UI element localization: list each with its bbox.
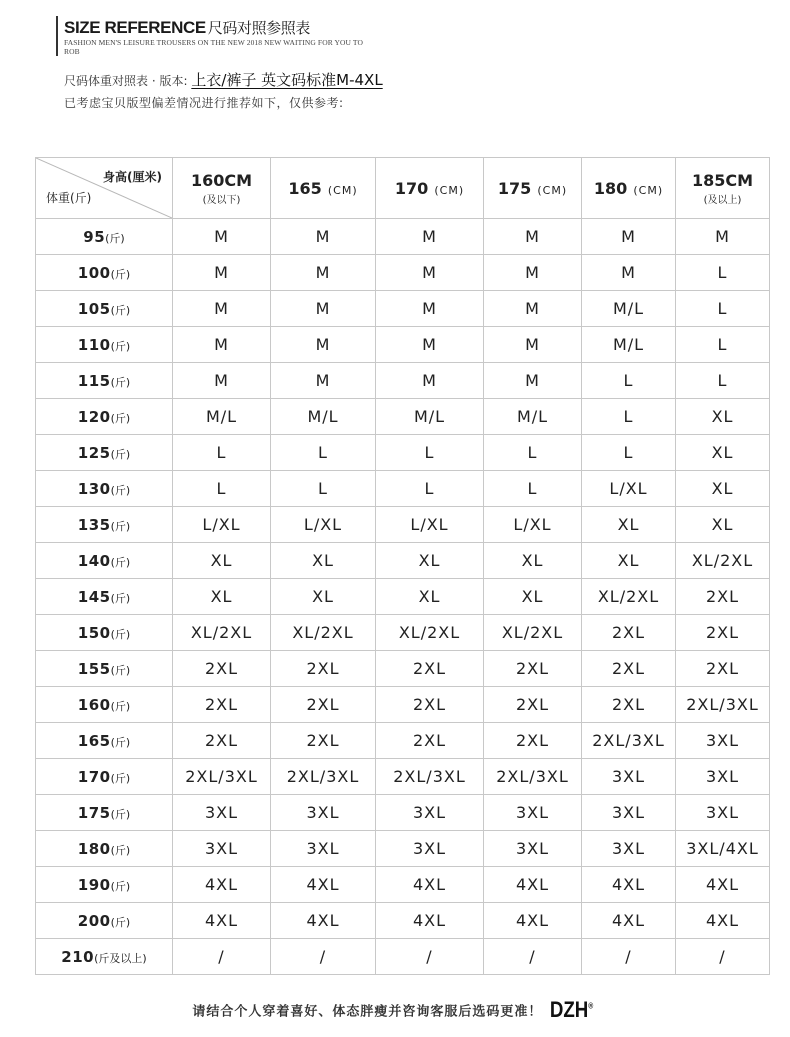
table-row bbox=[36, 327, 770, 363]
table-row bbox=[36, 795, 770, 831]
size-cell: 3XL bbox=[676, 723, 770, 759]
weight-value: 145 bbox=[77, 588, 111, 606]
height-value: 185CM bbox=[691, 170, 754, 190]
weight-unit: (斤) bbox=[110, 700, 131, 713]
weight-value: 105 bbox=[77, 300, 111, 318]
size-cell: XL bbox=[271, 579, 376, 615]
weight-value: 130 bbox=[77, 480, 111, 498]
size-cell: M bbox=[271, 363, 376, 399]
size-cell: / bbox=[173, 939, 271, 975]
size-cell: M/L bbox=[173, 399, 271, 435]
size-cell: L/XL bbox=[484, 507, 582, 543]
weight-cell bbox=[36, 255, 173, 291]
weight-cell bbox=[36, 579, 173, 615]
size-cell: M/L bbox=[582, 327, 676, 363]
size-cell: M bbox=[173, 219, 271, 255]
size-cell: 2XL bbox=[676, 651, 770, 687]
size-cell: M bbox=[173, 327, 271, 363]
weight-unit: (斤) bbox=[110, 268, 131, 281]
recommendation-note: 已考虑宝贝版型偏差情况进行推荐如下，仅供参考: bbox=[64, 96, 344, 110]
height-column-header bbox=[582, 158, 676, 219]
height-unit: (CM) bbox=[537, 183, 568, 197]
size-cell: 3XL bbox=[484, 795, 582, 831]
weight-unit: (斤) bbox=[110, 664, 131, 677]
weight-value: 170 bbox=[77, 768, 111, 786]
size-cell: 3XL bbox=[271, 795, 376, 831]
weight-cell bbox=[36, 543, 173, 579]
size-cell: L/XL bbox=[582, 471, 676, 507]
size-cell: XL bbox=[676, 471, 770, 507]
weight-value: 190 bbox=[77, 876, 111, 894]
size-cell: 3XL bbox=[582, 795, 676, 831]
size-cell: XL bbox=[676, 507, 770, 543]
size-cell: 2XL bbox=[376, 651, 484, 687]
size-cell: M bbox=[271, 327, 376, 363]
title-accent-bar bbox=[56, 16, 58, 56]
size-cell: M bbox=[271, 255, 376, 291]
weight-cell bbox=[36, 831, 173, 867]
size-cell: 2XL bbox=[484, 651, 582, 687]
size-cell: L bbox=[676, 363, 770, 399]
size-cell: 2XL/3XL bbox=[582, 723, 676, 759]
weight-value: 125 bbox=[77, 444, 111, 462]
height-unit: (CM) bbox=[434, 183, 465, 197]
size-cell: L/XL bbox=[376, 507, 484, 543]
size-cell: M/L bbox=[271, 399, 376, 435]
size-cell: 2XL bbox=[582, 651, 676, 687]
table-row bbox=[36, 471, 770, 507]
weight-value: 110 bbox=[77, 336, 111, 354]
weight-cell bbox=[36, 759, 173, 795]
size-cell: 2XL/3XL bbox=[376, 759, 484, 795]
height-value: 175 bbox=[497, 178, 532, 198]
size-cell: 2XL bbox=[484, 723, 582, 759]
size-cell: XL/2XL bbox=[376, 615, 484, 651]
size-cell: M bbox=[676, 219, 770, 255]
size-cell: M bbox=[376, 363, 484, 399]
weight-cell bbox=[36, 507, 173, 543]
weight-unit: (斤) bbox=[110, 448, 131, 461]
height-qualifier: (及以下) bbox=[202, 194, 241, 206]
size-cell: 3XL bbox=[484, 831, 582, 867]
size-cell: M bbox=[484, 327, 582, 363]
size-cell: 3XL bbox=[173, 831, 271, 867]
size-cell: L bbox=[582, 399, 676, 435]
size-cell: M bbox=[484, 219, 582, 255]
size-cell: 2XL/3XL bbox=[173, 759, 271, 795]
corner-cell bbox=[36, 158, 173, 219]
size-cell: M bbox=[484, 291, 582, 327]
size-cell: 2XL/3XL bbox=[484, 759, 582, 795]
footer-text: 请结合个人穿着喜好、体态胖瘦并咨询客服后选码更准！ bbox=[192, 1004, 543, 1020]
size-cell: L bbox=[676, 255, 770, 291]
table-row bbox=[36, 615, 770, 651]
height-value: 170 bbox=[394, 178, 429, 198]
weight-unit: (斤) bbox=[110, 808, 131, 821]
size-cell: 4XL bbox=[376, 903, 484, 939]
size-cell: 2XL bbox=[173, 651, 271, 687]
size-cell: M bbox=[271, 291, 376, 327]
height-value: 160CM bbox=[190, 170, 253, 190]
size-cell: L bbox=[173, 471, 271, 507]
size-cell: 3XL/4XL bbox=[676, 831, 770, 867]
weight-cell bbox=[36, 867, 173, 903]
size-cell: XL bbox=[376, 579, 484, 615]
table-row bbox=[36, 579, 770, 615]
weight-unit: (斤) bbox=[110, 412, 131, 425]
weight-cell bbox=[36, 615, 173, 651]
size-cell: 2XL/3XL bbox=[676, 687, 770, 723]
table-row bbox=[36, 831, 770, 867]
size-cell: M bbox=[271, 219, 376, 255]
size-cell: L bbox=[676, 327, 770, 363]
table-row bbox=[36, 543, 770, 579]
size-cell: / bbox=[484, 939, 582, 975]
weight-unit: (斤) bbox=[110, 736, 131, 749]
size-cell: XL bbox=[173, 579, 271, 615]
brand-logo: DZH® bbox=[550, 997, 594, 1022]
size-cell: 3XL bbox=[676, 795, 770, 831]
size-cell: XL bbox=[484, 579, 582, 615]
size-cell: 3XL bbox=[582, 831, 676, 867]
size-cell: 4XL bbox=[376, 867, 484, 903]
page-title: SIZE REFERENCE 尺码对照参照表 bbox=[64, 18, 310, 37]
size-cell: M bbox=[582, 219, 676, 255]
height-column-header bbox=[173, 158, 271, 219]
weight-value: 165 bbox=[77, 732, 111, 750]
weight-unit: (斤) bbox=[110, 520, 131, 533]
table-row bbox=[36, 255, 770, 291]
size-cell: 2XL bbox=[582, 687, 676, 723]
weight-value: 100 bbox=[77, 264, 111, 282]
table-row bbox=[36, 723, 770, 759]
size-cell: 4XL bbox=[676, 867, 770, 903]
size-cell: 2XL bbox=[271, 651, 376, 687]
table-row bbox=[36, 399, 770, 435]
size-cell: 3XL bbox=[376, 831, 484, 867]
size-cell: M bbox=[173, 291, 271, 327]
height-column-header bbox=[484, 158, 582, 219]
weight-unit: (斤) bbox=[110, 916, 131, 929]
size-cell: M bbox=[376, 291, 484, 327]
size-cell: XL/2XL bbox=[582, 579, 676, 615]
size-cell: M bbox=[376, 255, 484, 291]
size-cell: 2XL/3XL bbox=[271, 759, 376, 795]
weight-value: 175 bbox=[77, 804, 111, 822]
weight-value: 160 bbox=[77, 696, 111, 714]
size-cell: L bbox=[271, 471, 376, 507]
size-cell: XL bbox=[676, 435, 770, 471]
weight-cell bbox=[36, 219, 173, 255]
weight-unit: (斤) bbox=[110, 484, 131, 497]
version-line bbox=[64, 69, 413, 90]
size-cell: / bbox=[582, 939, 676, 975]
weight-unit: (斤及以上) bbox=[94, 952, 147, 965]
size-cell: XL/2XL bbox=[484, 615, 582, 651]
size-cell: XL/2XL bbox=[676, 543, 770, 579]
size-cell: / bbox=[271, 939, 376, 975]
height-column-header bbox=[271, 158, 376, 219]
weight-unit: (斤) bbox=[110, 376, 131, 389]
table-row bbox=[36, 219, 770, 255]
weight-unit: (斤) bbox=[110, 880, 131, 893]
size-cell: L bbox=[376, 471, 484, 507]
size-cell: L bbox=[582, 435, 676, 471]
size-cell: / bbox=[676, 939, 770, 975]
size-cell: XL/2XL bbox=[271, 615, 376, 651]
version-value: 上衣/裤子 英文码标准M-4XL bbox=[191, 71, 383, 89]
size-cell: 3XL bbox=[173, 795, 271, 831]
weight-unit: (斤) bbox=[110, 592, 131, 605]
page-title-cn: 尺码对照参照表 bbox=[207, 19, 310, 37]
size-cell: 4XL bbox=[173, 867, 271, 903]
size-cell: XL bbox=[376, 543, 484, 579]
size-cell: L bbox=[484, 435, 582, 471]
size-cell: M/L bbox=[582, 291, 676, 327]
size-cell: M bbox=[376, 327, 484, 363]
size-cell: 2XL bbox=[271, 687, 376, 723]
height-unit: (CM) bbox=[327, 183, 358, 197]
diagonal-line bbox=[36, 158, 172, 218]
table-row bbox=[36, 651, 770, 687]
size-cell: L bbox=[676, 291, 770, 327]
size-cell: L bbox=[173, 435, 271, 471]
weight-unit: (斤) bbox=[105, 232, 125, 245]
weight-cell bbox=[36, 399, 173, 435]
size-cell: 3XL bbox=[271, 831, 376, 867]
size-cell: 2XL bbox=[676, 579, 770, 615]
weight-cell bbox=[36, 903, 173, 939]
height-value: 180 bbox=[593, 178, 628, 198]
table-row bbox=[36, 903, 770, 939]
weight-cell bbox=[36, 687, 173, 723]
height-axis-label: 身高(厘米) bbox=[103, 170, 162, 184]
weight-cell bbox=[36, 651, 173, 687]
size-cell: 2XL bbox=[376, 723, 484, 759]
weight-cell bbox=[36, 939, 173, 975]
size-cell: M/L bbox=[376, 399, 484, 435]
height-qualifier: (及以上) bbox=[703, 194, 742, 206]
weight-cell bbox=[36, 795, 173, 831]
size-cell: L bbox=[271, 435, 376, 471]
size-cell: XL bbox=[271, 543, 376, 579]
weight-unit: (斤) bbox=[110, 556, 131, 569]
size-table bbox=[35, 157, 770, 975]
table-row bbox=[36, 939, 770, 975]
weight-value: 180 bbox=[77, 840, 111, 858]
weight-cell bbox=[36, 327, 173, 363]
weight-value: 155 bbox=[77, 660, 111, 678]
size-cell: M bbox=[173, 255, 271, 291]
weight-unit: (斤) bbox=[110, 772, 131, 785]
table-row bbox=[36, 507, 770, 543]
table-row bbox=[36, 363, 770, 399]
weight-value: 150 bbox=[77, 624, 111, 642]
weight-cell bbox=[36, 435, 173, 471]
size-cell: L bbox=[582, 363, 676, 399]
size-cell: M bbox=[173, 363, 271, 399]
weight-cell bbox=[36, 291, 173, 327]
size-cell: M bbox=[582, 255, 676, 291]
size-cell: 3XL bbox=[376, 795, 484, 831]
weight-axis-label: 体重(斤) bbox=[46, 191, 92, 205]
table-row bbox=[36, 435, 770, 471]
weight-value: 200 bbox=[77, 912, 111, 930]
size-cell: XL bbox=[173, 543, 271, 579]
size-cell: 4XL bbox=[484, 867, 582, 903]
size-cell: 2XL bbox=[173, 723, 271, 759]
size-cell: / bbox=[376, 939, 484, 975]
height-column-header bbox=[676, 158, 770, 219]
size-cell: 4XL bbox=[271, 903, 376, 939]
size-cell: 2XL bbox=[271, 723, 376, 759]
weight-cell bbox=[36, 471, 173, 507]
size-cell: XL bbox=[676, 399, 770, 435]
size-cell: 2XL bbox=[582, 615, 676, 651]
size-cell: 4XL bbox=[484, 903, 582, 939]
size-cell: 2XL bbox=[173, 687, 271, 723]
size-cell: 2XL bbox=[376, 687, 484, 723]
height-value: 165 bbox=[288, 178, 322, 198]
weight-unit: (斤) bbox=[110, 628, 131, 641]
version-label: 尺码体重对照表 · 版本: bbox=[64, 74, 188, 88]
footer bbox=[0, 997, 790, 1023]
weight-unit: (斤) bbox=[110, 340, 131, 353]
weight-value: 120 bbox=[77, 408, 111, 426]
table-row bbox=[36, 687, 770, 723]
size-cell: L bbox=[484, 471, 582, 507]
height-column-header bbox=[376, 158, 484, 219]
size-cell: L/XL bbox=[271, 507, 376, 543]
size-cell: 4XL bbox=[271, 867, 376, 903]
weight-value: 210 bbox=[61, 948, 95, 966]
subtitle: FASHION MEN'S LEISURE TROUSERS ON THE NEW 2018 NEW WAITING FOR YOU TO ROB bbox=[64, 38, 363, 56]
size-cell: 4XL bbox=[676, 903, 770, 939]
size-cell: 3XL bbox=[676, 759, 770, 795]
weight-value: 115 bbox=[77, 372, 111, 390]
size-cell: M bbox=[484, 255, 582, 291]
weight-cell bbox=[36, 363, 173, 399]
size-cell: M bbox=[376, 219, 484, 255]
table-row bbox=[36, 759, 770, 795]
table-row bbox=[36, 291, 770, 327]
weight-value: 95 bbox=[83, 228, 106, 246]
header-row bbox=[36, 158, 770, 219]
size-cell: 2XL bbox=[484, 687, 582, 723]
size-cell: L/XL bbox=[173, 507, 271, 543]
size-cell: 3XL bbox=[582, 759, 676, 795]
size-cell: L bbox=[376, 435, 484, 471]
table-row bbox=[36, 867, 770, 903]
size-cell: 4XL bbox=[582, 903, 676, 939]
weight-unit: (斤) bbox=[110, 304, 131, 317]
size-cell: M/L bbox=[484, 399, 582, 435]
size-cell: XL bbox=[582, 507, 676, 543]
weight-value: 135 bbox=[77, 516, 111, 534]
size-cell: 4XL bbox=[173, 903, 271, 939]
size-cell: 4XL bbox=[582, 867, 676, 903]
weight-cell bbox=[36, 723, 173, 759]
size-cell: M bbox=[484, 363, 582, 399]
height-unit: (CM) bbox=[633, 183, 664, 197]
weight-value: 140 bbox=[77, 552, 111, 570]
size-cell: XL bbox=[484, 543, 582, 579]
size-cell: 2XL bbox=[676, 615, 770, 651]
size-cell: XL/2XL bbox=[173, 615, 271, 651]
weight-unit: (斤) bbox=[110, 844, 131, 857]
size-cell: XL bbox=[582, 543, 676, 579]
